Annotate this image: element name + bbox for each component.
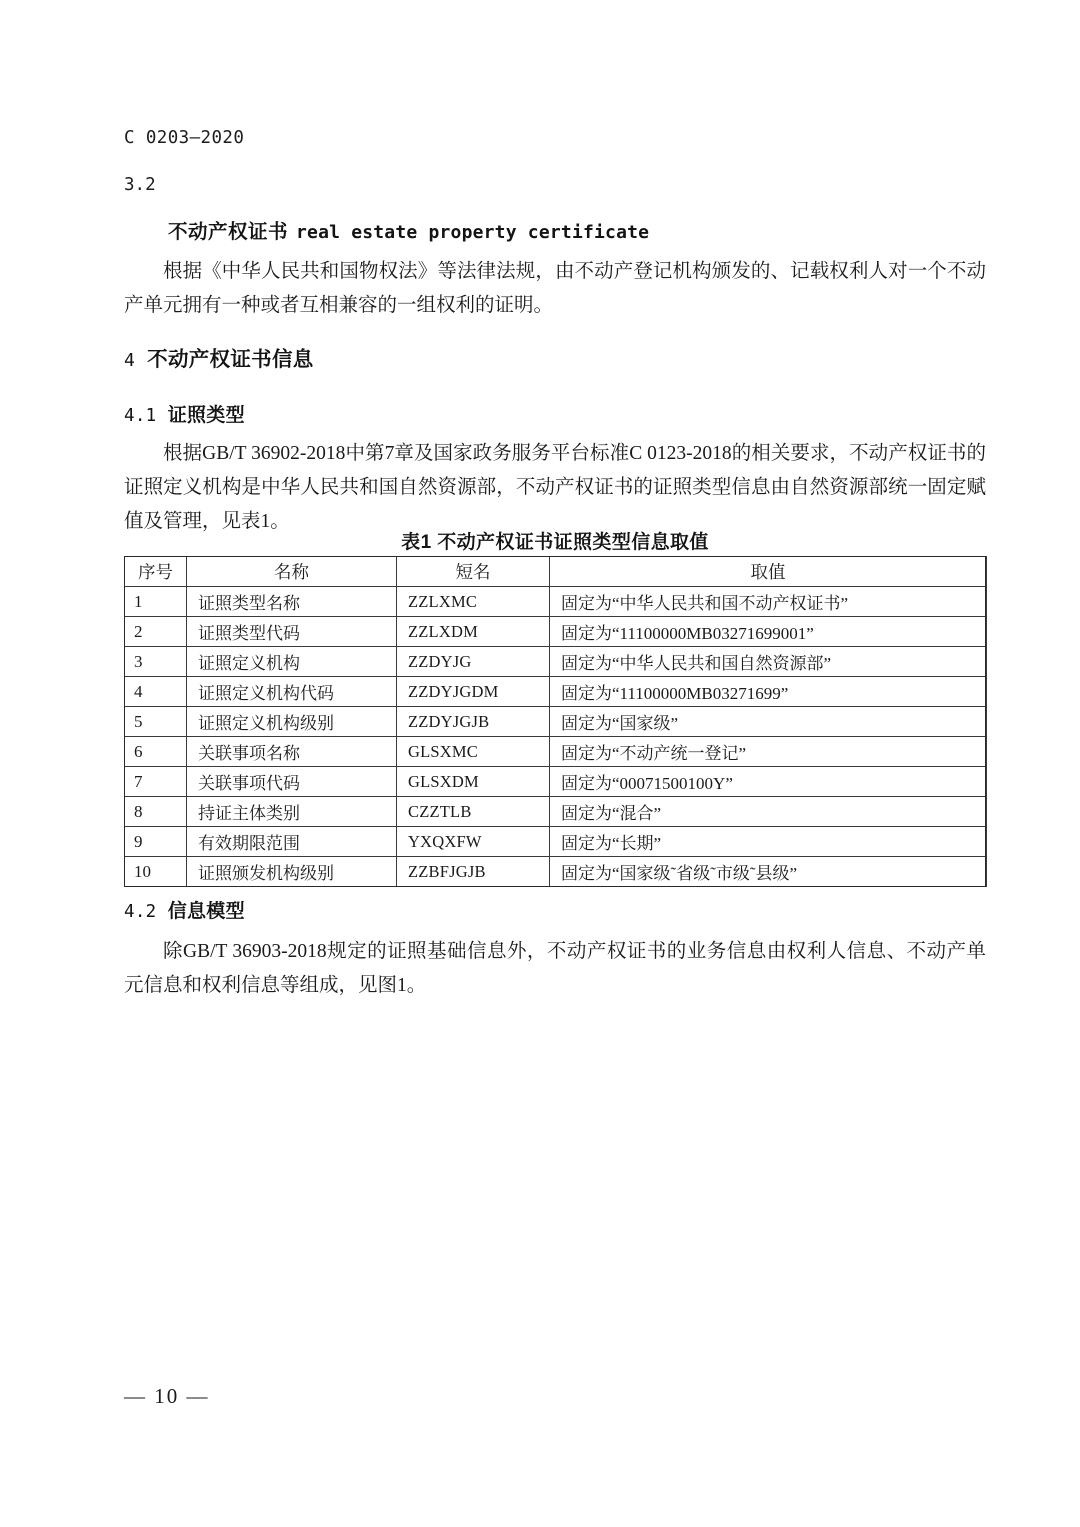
- cell-name: 有效期限范围: [187, 827, 397, 857]
- table-row: [125, 587, 987, 617]
- table-1-wrapper: [124, 556, 986, 887]
- cell-name: 关联事项代码: [187, 767, 397, 797]
- cell-value: 固定为“混合”: [550, 797, 987, 827]
- cell-value: 固定为“中华人民共和国不动产权证书”: [550, 587, 987, 617]
- table-1-caption: 表1 不动产权证书证照类型信息取值: [401, 532, 709, 553]
- cell-abbr: GLSXDM: [397, 767, 550, 797]
- cell-seq: 8: [125, 797, 187, 827]
- table-row: [125, 827, 987, 857]
- cell-value: 固定为“00071500100Y”: [550, 767, 987, 797]
- clause-4-2-paragraph: 除GB/T 36903-2018规定的证照基础信息外，不动产权证书的业务信息由权利人信息、不动产单元信息和权利信息等组成，见图1。: [124, 941, 986, 996]
- heading-4-1-number: 4.1: [124, 406, 157, 426]
- running-header: C 0203—2020: [124, 128, 245, 148]
- cell-name: 证照定义机构代码: [187, 677, 397, 707]
- cell-seq: 7: [125, 767, 187, 797]
- term-entry: [168, 216, 649, 244]
- cell-seq: 6: [125, 737, 187, 767]
- heading-4-title: 不动产权证书信息: [147, 348, 314, 371]
- table-row: [125, 707, 987, 737]
- cell-name: 持证主体类别: [187, 797, 397, 827]
- table-row: [125, 647, 987, 677]
- cell-abbr: YXQXFW: [397, 827, 550, 857]
- table-row: [125, 737, 987, 767]
- cell-value: 固定为“11100000MB03271699001”: [550, 617, 987, 647]
- cell-abbr: ZZLXMC: [397, 587, 550, 617]
- cell-seq: 9: [125, 827, 187, 857]
- cell-name: 证照定义机构: [187, 647, 397, 677]
- cell-abbr: ZZDYJGJB: [397, 707, 550, 737]
- cell-abbr: ZZBFJGJB: [397, 857, 550, 887]
- cell-name: 证照颁发机构级别: [187, 857, 397, 887]
- cell-seq: 1: [125, 587, 187, 617]
- table-1-head: [125, 557, 987, 587]
- cell-value: 固定为“不动产统一登记”: [550, 737, 987, 767]
- cell-abbr: ZZLXDM: [397, 617, 550, 647]
- cell-seq: 3: [125, 647, 187, 677]
- page-number: — 10 —: [124, 1384, 210, 1408]
- heading-4-2-number: 4.2: [124, 902, 157, 922]
- cell-abbr: CZZTLB: [397, 797, 550, 827]
- cell-seq: 2: [125, 617, 187, 647]
- cell-name: 证照类型名称: [187, 587, 397, 617]
- cell-abbr: ZZDYJGDM: [397, 677, 550, 707]
- heading-clause-4: [124, 342, 314, 372]
- heading-clause-4-2: [124, 896, 245, 923]
- table-row: [125, 677, 987, 707]
- table-row: [125, 767, 987, 797]
- term-english: real estate property certificate: [296, 222, 650, 243]
- cell-abbr: GLSXMC: [397, 737, 550, 767]
- table-1: [124, 556, 987, 887]
- cell-seq: 5: [125, 707, 187, 737]
- table-row: [125, 617, 987, 647]
- heading-4-2-title: 信息模型: [167, 901, 245, 922]
- cell-name: 关联事项名称: [187, 737, 397, 767]
- cell-seq: 10: [125, 857, 187, 887]
- table-row: [125, 797, 987, 827]
- cell-name: 证照类型代码: [187, 617, 397, 647]
- cell-value: 固定为“长期”: [550, 827, 987, 857]
- heading-4-number: 4: [124, 350, 136, 371]
- cell-value: 固定为“中华人民共和国自然资源部”: [550, 647, 987, 677]
- clause-number-3-2: 3.2: [124, 175, 156, 195]
- table-1-body: [125, 587, 987, 887]
- cell-name: 证照定义机构级别: [187, 707, 397, 737]
- cell-seq: 4: [125, 677, 187, 707]
- heading-clause-4-1: [124, 400, 245, 427]
- cell-value: 固定为“国家级”: [550, 707, 987, 737]
- definition-paragraph: 根据《中华人民共和国物权法》等法律法规，由不动产登记机构颁发的、记载权利人对一个不动产单元拥有一种或者互相兼容的一组权利的证明。: [124, 261, 986, 316]
- column-header-value: 取值: [550, 557, 987, 587]
- column-header-seq: 序号: [125, 557, 187, 587]
- column-header-name: 名称: [187, 557, 397, 587]
- heading-4-1-title: 证照类型: [167, 405, 245, 426]
- term-chinese: 不动产权证书: [168, 221, 289, 243]
- cell-abbr: ZZDYJG: [397, 647, 550, 677]
- clause-4-1-paragraph: 根据GB/T 36902-2018中第7章及国家政务服务平台标准C 0123-2018的相关要求，不动产权证书的证照定义机构是中华人民共和国自然资源部，不动产权证书的证照类型信息由自然资源部统一固定赋值及管理，见表1。: [124, 443, 986, 532]
- cell-value: 固定为“国家级˜省级˜市级˜县级”: [550, 857, 987, 887]
- table-header-row: [125, 557, 987, 587]
- column-header-abbr: 短名: [397, 557, 550, 587]
- table-row: [125, 857, 987, 887]
- cell-value: 固定为“11100000MB03271699”: [550, 677, 987, 707]
